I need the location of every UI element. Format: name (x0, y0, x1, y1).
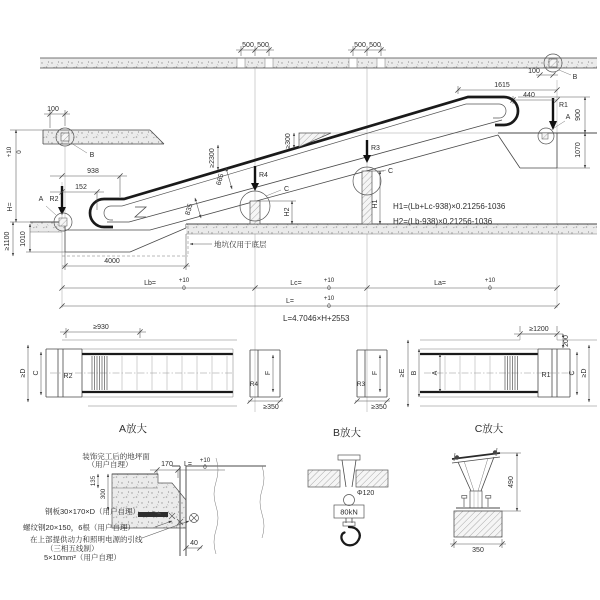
tol-zero-left: 0 (16, 150, 23, 154)
comb-plate-lines (92, 356, 107, 390)
dim-c-right: C (569, 370, 576, 376)
dim-500-2a: 500 (354, 42, 366, 49)
dim-d-right: ≥D (581, 368, 588, 378)
label-c-r4: C (284, 186, 290, 193)
plan-view-mid-supports (247, 350, 390, 439)
dim-lc: Lc= (290, 280, 302, 287)
concrete-base (454, 511, 502, 537)
dim-300: 300 (100, 488, 107, 500)
support-r4 (240, 166, 296, 224)
tol-plus-detail: +10 (199, 457, 211, 464)
hook-top-plate (338, 455, 360, 460)
label-r4: R4 (259, 172, 268, 179)
power-note-3: 5×10mm²（用户自理） (44, 553, 121, 562)
dim-440: 440 (523, 92, 535, 99)
caption-detail-b: B放大 (332, 427, 362, 439)
dim-h2: H2 (284, 207, 291, 217)
detail-a-drawing (23, 451, 266, 562)
dim-135: 135 (90, 475, 97, 487)
tol-plus-l: +10 (323, 295, 335, 302)
dim-938: 938 (87, 168, 99, 175)
tol-plus-lb: +10 (178, 277, 190, 284)
dim-h: H= (7, 202, 14, 212)
tol-zero-la: 0 (488, 285, 492, 292)
dim-100-left: 100 (47, 106, 59, 113)
adjusting-column (470, 491, 482, 508)
dim-900: 900 (575, 109, 582, 121)
detail-b-drawing (308, 455, 388, 545)
dim-h1: H1 (372, 199, 379, 209)
plan-view-lower-end (20, 324, 237, 435)
dim-1200: ≥1200 (529, 326, 549, 333)
hook-ball-joint (344, 495, 355, 506)
dim-152: 152 (75, 184, 87, 191)
dim-2300: ≥2300 (209, 148, 216, 168)
concrete-floor-section (112, 474, 186, 528)
label-r3: R3 (371, 145, 380, 152)
hanger-dim-left (236, 42, 274, 56)
plate-note: 钢板30×170×D（用户自理） (45, 507, 141, 516)
dim-665: 665 (215, 173, 226, 187)
formula-h2: H2=(Lb-938)×0.21256-1036 (393, 217, 493, 226)
dim-170: 170 (161, 461, 173, 468)
dim-40: 40 (190, 540, 198, 547)
lower-landing-pit (4, 222, 597, 256)
dim-500-1b: 500 (257, 42, 269, 49)
tol-zero-lc: 0 (327, 285, 331, 292)
label-r4-plan: R4 (250, 381, 258, 388)
dim-l: L= (286, 298, 294, 305)
label-r2: R2 (49, 196, 59, 203)
dim-l-detail: L= (184, 461, 192, 468)
dim-lb: Lb= (144, 280, 156, 287)
support-r3 (353, 140, 393, 224)
load-80kn: 80kN (340, 507, 358, 517)
lifting-hook (341, 527, 359, 545)
rebar-note: 螺纹钢20×150，6根（用户自理） (23, 523, 135, 532)
dim-phi-120: Φ120 (357, 490, 375, 497)
label-b-left: B (89, 152, 95, 159)
dim-a-width: A (432, 370, 439, 376)
tol-plus-lc: +10 (323, 277, 335, 284)
dim-300: ≥300 (285, 133, 292, 149)
break-line-2 (260, 466, 264, 538)
detail-c-drawing (450, 448, 521, 554)
power-note-2: （三相五线制） (46, 544, 99, 553)
label-r1: R1 (559, 102, 568, 109)
main-elevation (4, 42, 597, 412)
dim-d-left: ≥D (20, 368, 27, 378)
pit-note: 地坑仅用于底层 (214, 240, 267, 249)
hanger-dim-right (348, 42, 386, 56)
dim-930: ≥930 (93, 324, 109, 331)
dim-4000: 4000 (104, 258, 120, 265)
label-r3-plan: R3 (357, 381, 365, 388)
label-r2-plan: R2 (63, 373, 73, 380)
dim-b-width: B (411, 370, 418, 376)
floor-finish-note-2: （用户自理） (87, 460, 133, 469)
dim-350-r4: ≥350 (263, 404, 279, 411)
steel-plate (138, 512, 168, 517)
dim-la: La= (434, 280, 446, 287)
construction-lines (62, 68, 557, 412)
dim-500-2b: 500 (369, 42, 381, 49)
tol-zero-l: 0 (327, 303, 331, 310)
upper-landing (312, 54, 597, 168)
formula-h1: H1=(Lb+Lc-938)×0.21256-1036 (393, 202, 506, 211)
dim-350-base: 350 (472, 547, 484, 554)
caption-detail-c: C放大 (474, 423, 504, 435)
dim-f-r4: F (265, 370, 272, 376)
upper-floor-left-slab (43, 106, 164, 159)
caption-detail-a: A放大 (118, 423, 148, 435)
break-line-1 (214, 458, 218, 554)
tol-plus-left: +10 (6, 146, 13, 158)
dim-100-right: 100 (528, 68, 540, 75)
dim-1100: ≥1100 (4, 231, 11, 251)
dim-835: 835 (184, 203, 195, 217)
dim-f-r3: F (372, 370, 379, 376)
bottom-dims (59, 234, 559, 323)
plan-view-upper-end (399, 326, 597, 435)
tol-zero-detail: 0 (203, 464, 207, 471)
dim-c-left: C (33, 370, 40, 376)
label-b-right: B (572, 74, 578, 81)
dim-500-1a: 500 (242, 42, 254, 49)
label-c-r3: C (388, 168, 394, 175)
dim-1010: 1010 (20, 231, 27, 247)
dim-1615: 1615 (494, 82, 510, 89)
formula-l: L=4.7046×H+2553 (283, 314, 350, 323)
dim-350-r3: ≥350 (371, 404, 387, 411)
tol-plus-la: +10 (484, 277, 496, 284)
label-a-lower: A (38, 196, 44, 203)
power-note-1: 在上部提供动力和照明电源的引线 (30, 535, 143, 544)
label-r1-plan: R1 (541, 372, 551, 379)
dim-e: ≥E (399, 368, 406, 378)
tol-zero-lb: 0 (182, 285, 186, 292)
z-break-symbol (135, 207, 146, 217)
floor-finish-note-1: 装饰完工后的地坪面 (82, 452, 150, 461)
label-a-upper: A (565, 114, 571, 121)
dim-490: 490 (508, 476, 515, 488)
dim-1070: 1070 (575, 142, 582, 158)
dim-200: 200 (563, 335, 570, 347)
left-height-dims (6, 130, 43, 222)
ceiling-slab (40, 57, 597, 69)
